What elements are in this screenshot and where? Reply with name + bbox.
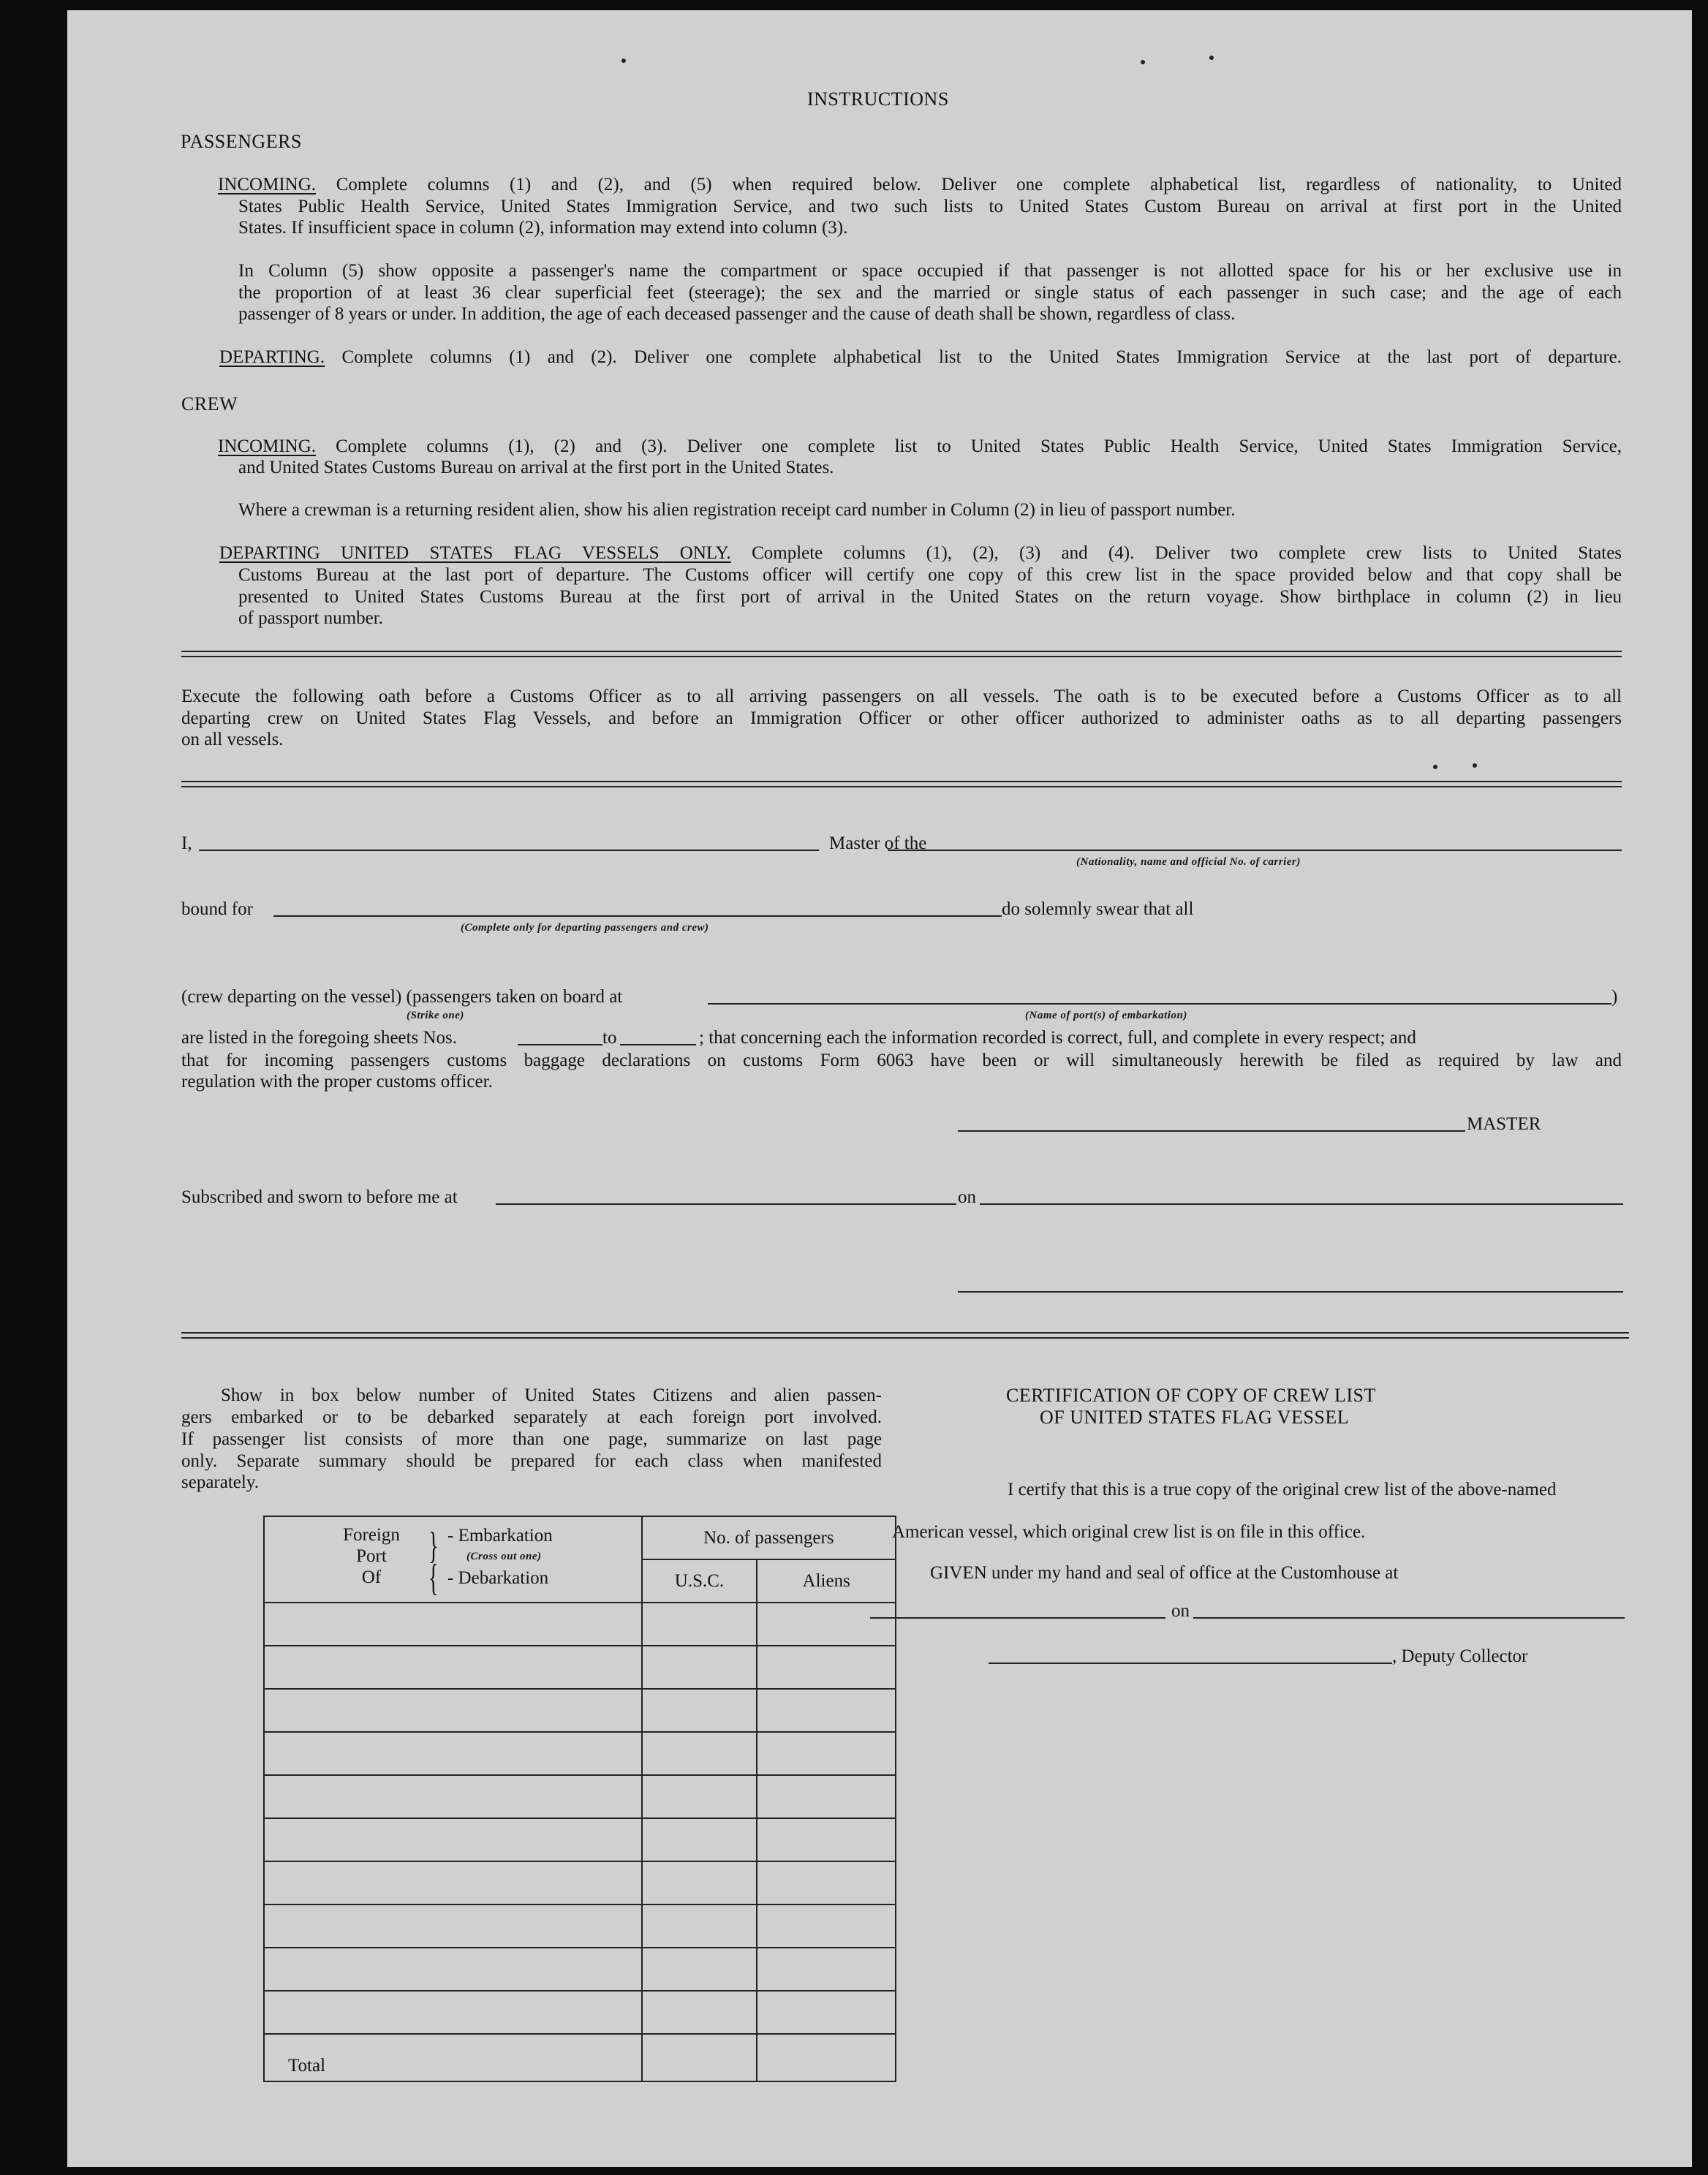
port-cell[interactable] bbox=[264, 1603, 642, 1646]
usc-cell[interactable] bbox=[642, 1948, 757, 1991]
certification-date-field[interactable] bbox=[1193, 1617, 1625, 1619]
listed-prefix: are listed in the foregoing sheets Nos. bbox=[181, 1028, 457, 1048]
complete-only-caption: (Complete only for departing passengers and crew) bbox=[461, 922, 709, 934]
aliens-cell[interactable] bbox=[757, 1904, 896, 1948]
oath-intro-line1: Execute the following oath before a Customs Officer as to all arriving passengers on all vessels. The oath is to be executed before a Customs Officer as to all bbox=[181, 686, 1622, 706]
usc-cell[interactable] bbox=[642, 1689, 757, 1732]
passenger-summary-table bbox=[263, 1516, 896, 2082]
crew-departing-line4: of passport number. bbox=[238, 608, 383, 628]
usc-cell[interactable] bbox=[642, 1904, 757, 1948]
table-row bbox=[264, 1646, 896, 1689]
strike-one-caption: (Strike one) bbox=[407, 1010, 464, 1021]
brace-top: } bbox=[428, 1525, 439, 1567]
passengers-departing-para bbox=[219, 347, 1622, 390]
scan-speck bbox=[1473, 763, 1477, 768]
crew-heading: CREW bbox=[181, 393, 238, 415]
subscribed-on-label: on bbox=[958, 1187, 976, 1207]
crew-departing-line2: Customs Bureau at the last port of departure. The Customs officer will certify one copy of this crew list in the space provided below and that copy shall be bbox=[238, 565, 1622, 585]
subscribed-label: Subscribed and sworn to before me at bbox=[181, 1187, 458, 1207]
certification-title-2: OF UNITED STATES FLAG VESSEL bbox=[1040, 1407, 1350, 1428]
bound-for-label: bound for bbox=[181, 899, 253, 919]
crew-incoming-line2: and United States Customs Bureau on arrival at the first port in the United States. bbox=[238, 458, 834, 477]
aliens-cell[interactable] bbox=[757, 1689, 896, 1732]
crew-departing-line3: presented to United States Customs Bureau at the first port of arrival in the United States on the return voyage. Show birthplace in column (2) in lieu bbox=[238, 587, 1622, 607]
scan-speck bbox=[1141, 60, 1145, 64]
certification-title-1: CERTIFICATION OF COPY OF CREW LIST bbox=[1006, 1385, 1376, 1406]
column5-line2: the proportion of at least 36 clear superficial feet (steerage); the sex and the married or single status of each passenger in such case; and the age of each bbox=[238, 283, 1622, 303]
listed-line2: that for incoming passengers customs baggage declarations on customs Form 6063 have been or will simultaneously herewith be filed as required by law and bbox=[181, 1051, 1622, 1070]
solemnly-swear-label: do solemnly swear that all bbox=[1002, 899, 1194, 919]
master-label: MASTER bbox=[1467, 1114, 1541, 1134]
column5-line3: passenger of 8 years or under. In addition, the age of each deceased passenger and the cause of death shall be shown, regardless of class. bbox=[238, 304, 1236, 324]
oath-intro-line3: on all vessels. bbox=[181, 730, 284, 749]
divider-2 bbox=[181, 781, 1622, 787]
passengers-incoming-line3: States. If insufficient space in column (2), information may extend into column (3). bbox=[238, 218, 848, 238]
resident-alien-note: Where a crewman is a returning resident alien, show his alien registration receipt card number in Column (2) in lieu of passport number. bbox=[238, 500, 1236, 520]
debarkation-label: - Debarkation bbox=[447, 1568, 549, 1588]
foreign-port-header bbox=[264, 1516, 642, 1603]
port-cell[interactable] bbox=[264, 1904, 642, 1948]
subscribed-place-field[interactable] bbox=[496, 1203, 956, 1205]
embarkation-label: - Embarkation bbox=[447, 1526, 553, 1546]
subscribed-date-field[interactable] bbox=[980, 1203, 1623, 1205]
crew-departing-line1: Complete columns (1), (2), (3) and (4). Deliver two complete crew lists to United States bbox=[752, 543, 1622, 563]
nationality-caption: (Nationality, name and official No. of carrier) bbox=[1076, 856, 1301, 868]
officer-signature-field[interactable] bbox=[958, 1291, 1623, 1293]
oath-intro-line2: departing crew on United States Flag Vessels, and before an Immigration Officer or other officer authorized to administer oaths as to all departing passengers bbox=[181, 708, 1622, 728]
scan-speck bbox=[1433, 765, 1437, 769]
usc-cell[interactable] bbox=[642, 1991, 757, 2034]
sheet-from-field[interactable] bbox=[518, 1044, 602, 1045]
usc-cell[interactable] bbox=[642, 1603, 757, 1646]
usc-cell[interactable] bbox=[642, 1775, 757, 1818]
certification-on-label: on bbox=[1171, 1601, 1190, 1621]
divider-3 bbox=[181, 1332, 1629, 1339]
port-cell[interactable] bbox=[264, 1689, 642, 1732]
port-cell[interactable] bbox=[264, 1775, 642, 1818]
master-name-field[interactable] bbox=[199, 850, 819, 851]
aliens-header: Aliens bbox=[757, 1559, 896, 1603]
oath-i-label: I, bbox=[181, 833, 192, 853]
port-label: Port bbox=[356, 1546, 387, 1566]
port-cell[interactable] bbox=[264, 1818, 642, 1861]
close-paren: ) bbox=[1611, 987, 1618, 1007]
column5-line1: In Column (5) show opposite a passenger's name the compartment or space occupied if that passenger is not allotted space for his or her exclusive use in bbox=[238, 261, 1622, 281]
passengers-heading: PASSENGERS bbox=[181, 131, 302, 152]
usc-cell[interactable] bbox=[642, 1818, 757, 1861]
listed-to: to bbox=[602, 1028, 617, 1048]
of-label: Of bbox=[361, 1567, 382, 1587]
port-caption: (Name of port(s) of embarkation) bbox=[1025, 1010, 1187, 1021]
table-row bbox=[264, 1948, 896, 1991]
total-text: Total bbox=[288, 2056, 326, 2076]
aliens-cell[interactable] bbox=[757, 1948, 896, 1991]
table-row bbox=[264, 1861, 896, 1904]
instructions-title: INSTRUCTIONS bbox=[807, 88, 949, 110]
customhouse-field[interactable] bbox=[870, 1617, 1165, 1619]
port-cell[interactable] bbox=[264, 1732, 642, 1775]
foreign-label: Foreign bbox=[343, 1525, 400, 1545]
given-line: GIVEN under my hand and seal of office at the Customhouse at bbox=[930, 1563, 1399, 1583]
usc-cell[interactable] bbox=[642, 1646, 757, 1689]
aliens-cell[interactable] bbox=[757, 1775, 896, 1818]
sheet-to-field[interactable] bbox=[620, 1044, 696, 1045]
aliens-cell[interactable] bbox=[757, 1603, 896, 1646]
passengers-departing-label: DEPARTING. bbox=[219, 347, 325, 367]
scan-speck bbox=[621, 58, 626, 63]
aliens-total-cell[interactable] bbox=[757, 2034, 896, 2081]
form-sheet bbox=[67, 10, 1692, 2167]
total-label bbox=[264, 2034, 642, 2081]
listed-line3: regulation with the proper customs officer. bbox=[181, 1072, 493, 1092]
table-row bbox=[264, 1904, 896, 1948]
passengers-incoming-line2: States Public Health Service, United States Immigration Service, and two such lists to United States Custom Bureau on arrival at first port in the United bbox=[238, 197, 1622, 216]
no-of-passengers-header: No. of passengers bbox=[642, 1516, 896, 1559]
port-cell[interactable] bbox=[264, 1646, 642, 1689]
cross-out-caption: (Cross out one) bbox=[466, 1551, 542, 1562]
summary-line1: Show in box below number of United States Citizens and alien passen- bbox=[221, 1385, 882, 1405]
aliens-cell[interactable] bbox=[757, 1991, 896, 2034]
table-row bbox=[264, 1818, 896, 1861]
usc-total-cell[interactable] bbox=[642, 2034, 757, 2081]
embarkation-port-field[interactable] bbox=[708, 1003, 1611, 1005]
listed-rest: ; that concerning each the information recorded is correct, full, and complete in every respect; and bbox=[699, 1028, 1416, 1048]
certify-line2: American vessel, which original crew list is on file in this office. bbox=[892, 1522, 1366, 1542]
usc-header: U.S.C. bbox=[642, 1559, 757, 1603]
divider-1 bbox=[181, 651, 1622, 657]
total-row bbox=[264, 2034, 896, 2081]
aliens-cell[interactable] bbox=[757, 1818, 896, 1861]
passengers-departing-text: Complete columns (1) and (2). Deliver one complete alphabetical list to the United States Immigration Service at the last port of departure. bbox=[341, 347, 1622, 367]
crew-incoming-label: INCOMING. bbox=[218, 436, 317, 456]
master-signature-field[interactable] bbox=[958, 1130, 1465, 1132]
port-cell[interactable] bbox=[264, 1991, 642, 2034]
port-cell[interactable] bbox=[264, 1948, 642, 1991]
aliens-cell[interactable] bbox=[757, 1861, 896, 1904]
table-row bbox=[264, 1732, 896, 1775]
aliens-cell[interactable] bbox=[757, 1646, 896, 1689]
brace-bottom: { bbox=[428, 1557, 439, 1599]
crew-incoming-line1: Complete columns (1), (2) and (3). Deliver one complete list to United States Public Health Service, United States Immigration Service, bbox=[336, 436, 1622, 456]
summary-line5: separately. bbox=[181, 1472, 259, 1492]
crew-departing-label: DEPARTING UNITED STATES FLAG VESSELS ONLY. bbox=[219, 543, 731, 563]
scan-speck bbox=[1209, 56, 1214, 60]
summary-line4: only. Separate summary should be prepared for each class when manifested bbox=[181, 1451, 882, 1471]
usc-cell[interactable] bbox=[642, 1732, 757, 1775]
vessel-field[interactable] bbox=[888, 850, 1622, 851]
crew-departing-label-oath: (crew departing on the vessel) (passengers taken on board at bbox=[181, 987, 623, 1007]
port-cell[interactable] bbox=[264, 1861, 642, 1904]
bound-for-field[interactable] bbox=[273, 915, 1002, 917]
deputy-collector-signature-field[interactable] bbox=[989, 1663, 1392, 1664]
certify-line1: I certify that this is a true copy of the original crew list of the above-named bbox=[1008, 1480, 1557, 1499]
table-row bbox=[264, 1991, 896, 2034]
usc-cell[interactable] bbox=[642, 1861, 757, 1904]
table-row bbox=[264, 1689, 896, 1732]
table-row bbox=[264, 1603, 896, 1646]
table-row bbox=[264, 1775, 896, 1818]
deputy-collector-label: , Deputy Collector bbox=[1392, 1646, 1528, 1666]
passengers-incoming-line1: Complete columns (1) and (2), and (5) when required below. Deliver one complete alphabetical list, regardless of nationality, to United bbox=[336, 175, 1622, 194]
master-of-the-label: Master of the bbox=[829, 833, 927, 853]
summary-line3: If passenger list consists of more than one page, summarize on last page bbox=[181, 1429, 882, 1449]
passengers-incoming-label: INCOMING. bbox=[218, 175, 317, 194]
aliens-cell[interactable] bbox=[757, 1732, 896, 1775]
summary-line2: gers embarked or to be debarked separately at each foreign port involved. bbox=[181, 1407, 882, 1427]
